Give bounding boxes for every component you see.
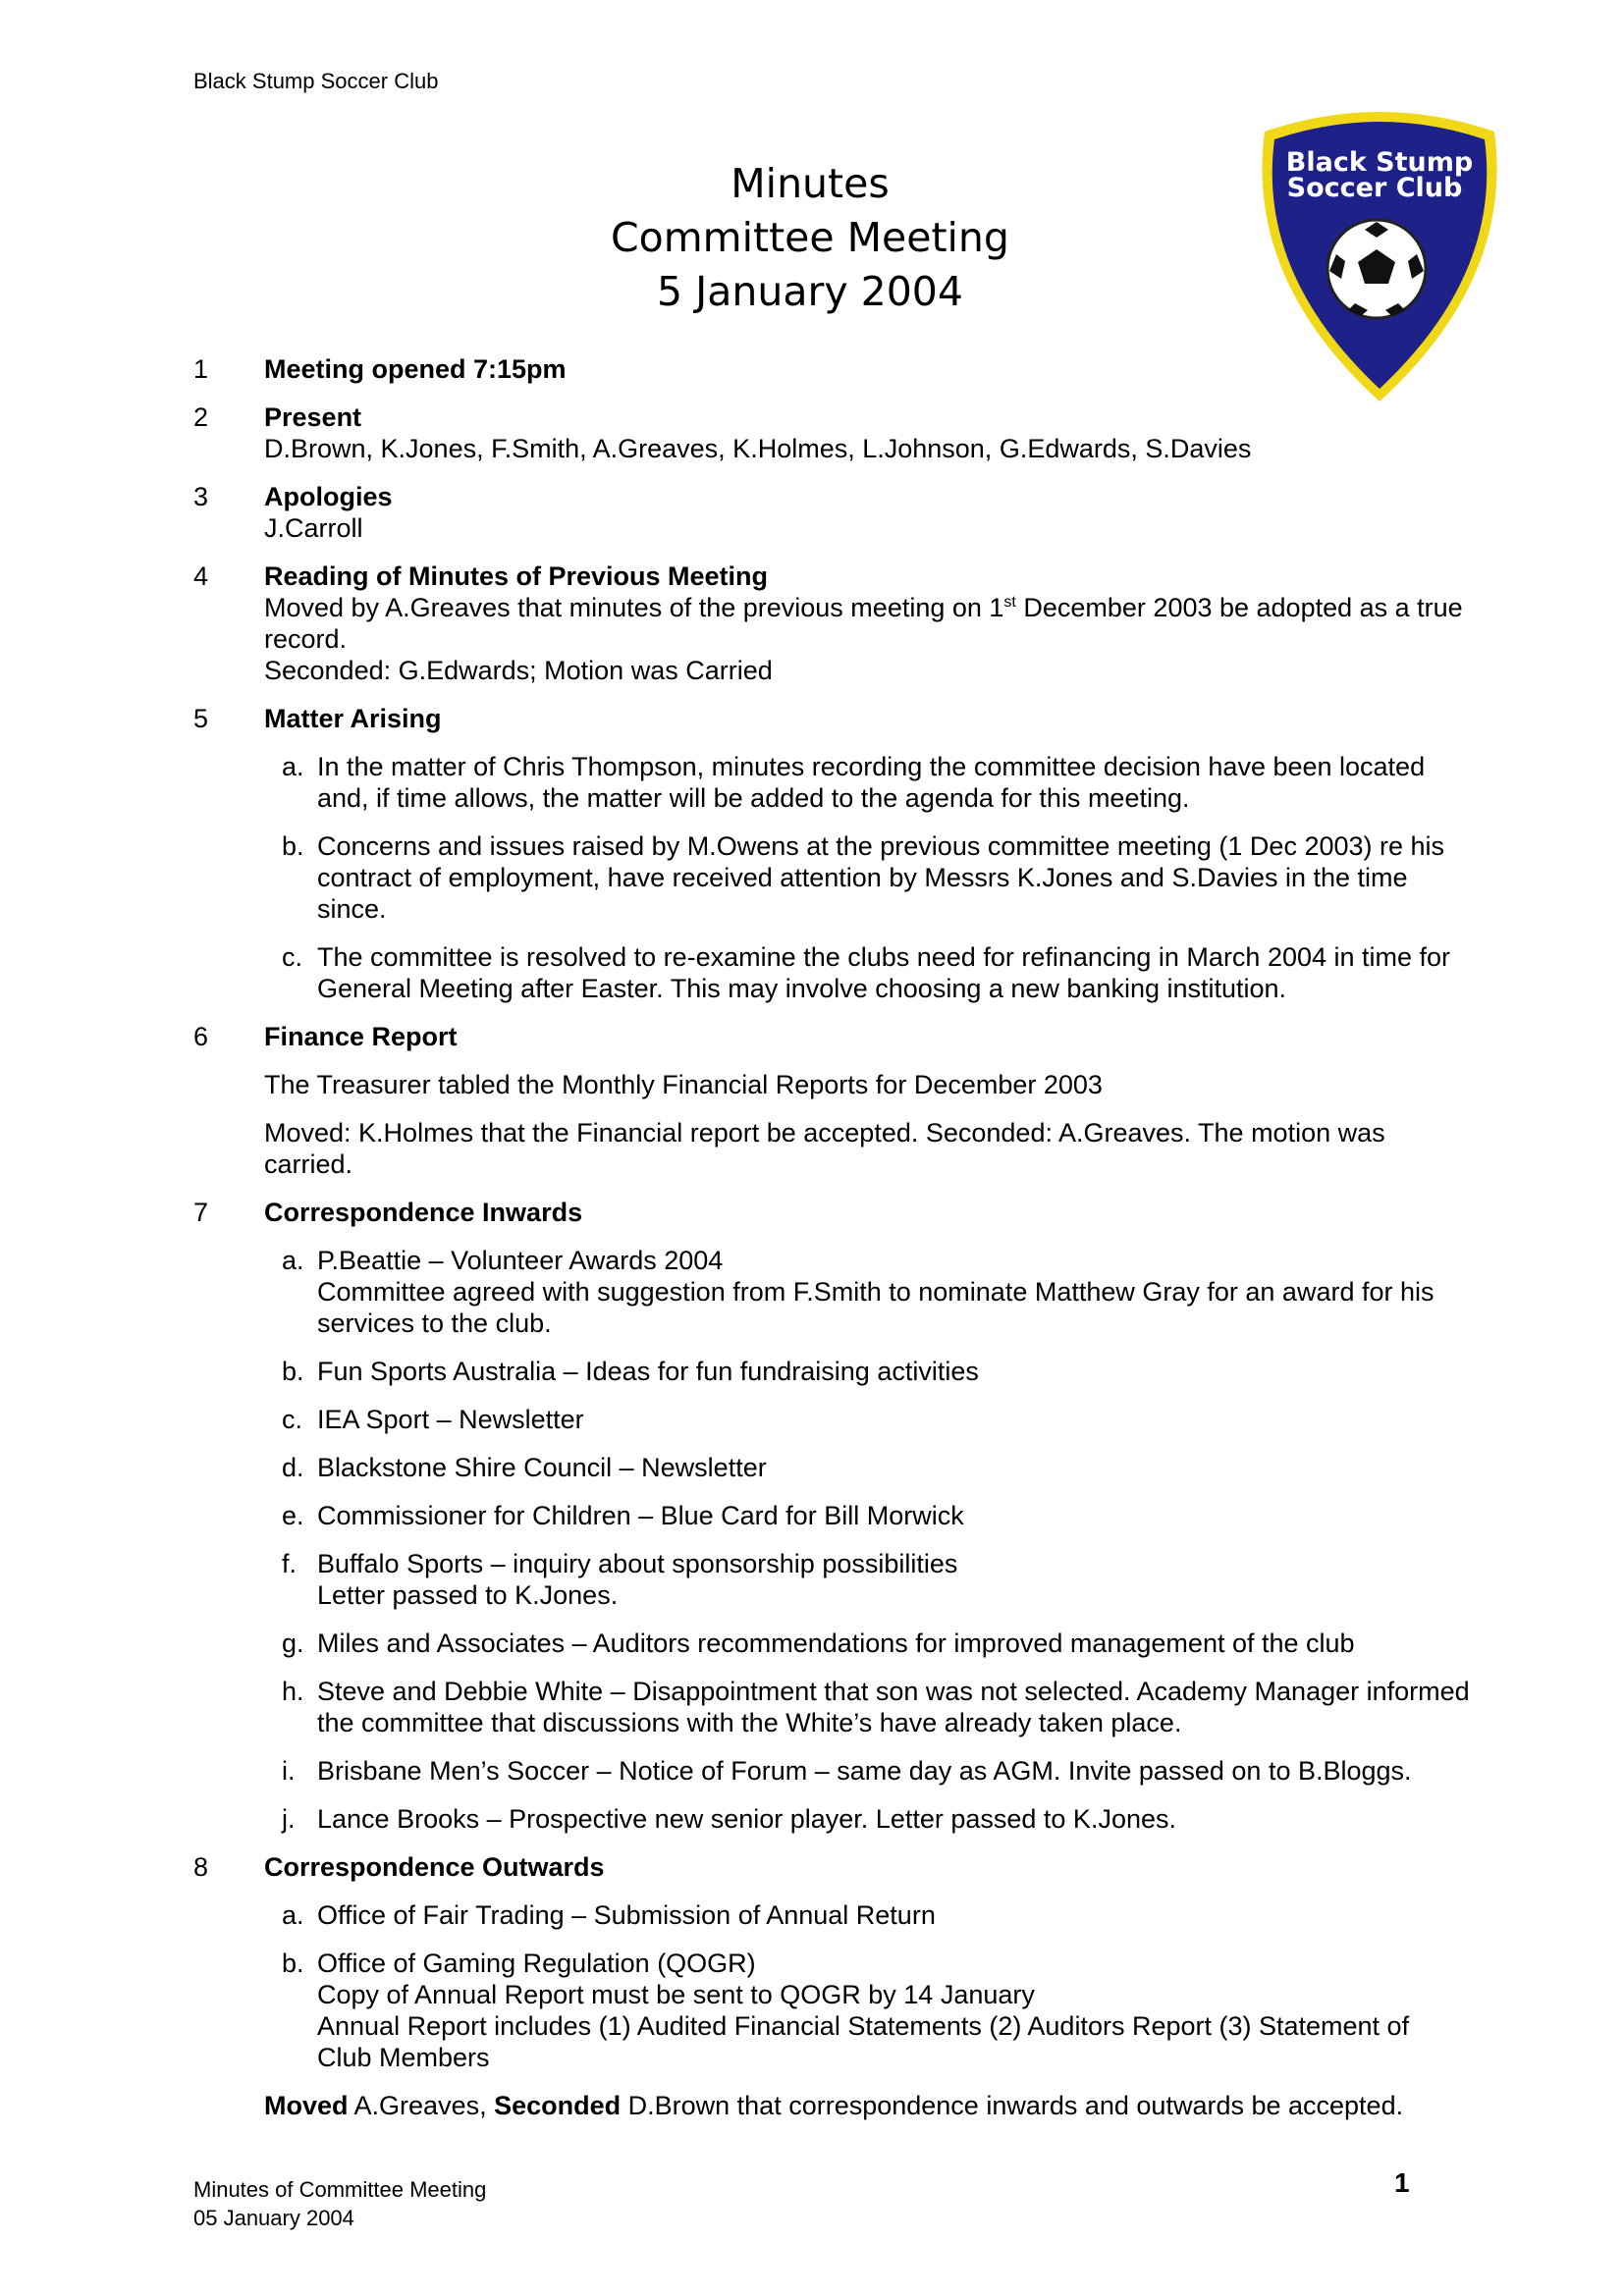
item-number: 8	[193, 1852, 209, 1882]
sub-item	[264, 1948, 1470, 2073]
finance-paragraph-1: The Treasurer tabled the Monthly Financial Reports for December 2003	[264, 1070, 1103, 1099]
sub-line: Copy of Annual Report must be sent to QOGR by 14 January	[317, 1980, 1035, 2009]
agenda-item-4	[193, 561, 1470, 686]
sub-line: Steve and Debbie White – Disappointment that son was not selected. Academy Manager informed the committee that discussions with the White’s have already taken place.	[317, 1677, 1470, 1737]
footer-title: Minutes of Committee Meeting	[193, 2177, 487, 2202]
sub-item	[264, 941, 1470, 1004]
sub-letter: j.	[282, 1804, 296, 1834]
item-number: 4	[193, 561, 209, 591]
sub-item	[264, 1404, 1470, 1435]
sub-item	[264, 1500, 1470, 1531]
finance-paragraph-2: Moved: K.Holmes that the Financial report be accepted. Seconded: A.Greaves. The motion was carried.	[264, 1118, 1385, 1179]
title-line-2: Committee Meeting	[611, 214, 1009, 261]
sub-item	[264, 751, 1470, 814]
document-title	[550, 157, 1070, 319]
sub-list	[264, 751, 1470, 1004]
agenda-item-7	[193, 1197, 1470, 1835]
sub-list	[264, 1245, 1470, 1835]
logo-text-1: Black Stump	[1285, 147, 1474, 178]
sub-letter: g.	[282, 1629, 304, 1658]
page-number: 1	[1394, 2167, 1410, 2198]
apologies-list: J.Carroll	[264, 513, 363, 543]
sub-item	[264, 1676, 1470, 1738]
item-number: 5	[193, 704, 209, 733]
moved-label: Moved	[264, 2091, 349, 2120]
item-number: 1	[193, 354, 209, 384]
soccer-ball-icon	[1327, 220, 1426, 318]
item-heading: Correspondence Outwards	[264, 1852, 605, 1882]
correspondence-motion	[264, 2090, 1470, 2121]
item-heading: Reading of Minutes of Previous Meeting	[264, 561, 769, 591]
agenda-item-3	[193, 481, 1470, 544]
sub-letter: d.	[282, 1453, 304, 1482]
sub-item	[264, 1245, 1470, 1339]
sub-letter: b.	[282, 831, 304, 861]
sub-line: Commissioner for Children – Blue Card for Bill Morwick	[317, 1501, 964, 1530]
sub-item	[264, 830, 1470, 925]
running-header: Black Stump Soccer Club	[193, 69, 439, 93]
page-footer	[193, 2175, 486, 2232]
sub-line: Office of Fair Trading – Submission of Annual Return	[317, 1900, 936, 1930]
seconded-label: Seconded	[494, 2091, 622, 2120]
sub-text: In the matter of Chris Thompson, minutes recording the committee decision have been located and, if time allows, the matter will be added to the agenda for this meeting.	[317, 752, 1426, 813]
motion-text-a: Moved by A.Greaves that minutes of the previous meeting on 1	[264, 593, 1004, 622]
seconded-text: Seconded: G.Edwards; Motion was Carried	[264, 656, 773, 685]
item-number: 2	[193, 402, 209, 432]
moved-text: A.Greaves,	[348, 2091, 495, 2120]
sub-line: Letter passed to K.Jones.	[317, 1580, 619, 1610]
title-line-1: Minutes	[731, 160, 890, 207]
logo-text-2: Soccer Club	[1286, 173, 1463, 203]
agenda-item-5	[193, 703, 1470, 1004]
agenda-item-2	[193, 401, 1470, 464]
item-heading: Present	[264, 402, 362, 432]
sub-item	[264, 1628, 1470, 1659]
sub-letter: f.	[282, 1549, 298, 1578]
sub-letter: b.	[282, 1357, 304, 1386]
sub-letter: c.	[282, 1405, 303, 1434]
title-line-3: 5 January 2004	[657, 268, 963, 315]
item-number: 7	[193, 1198, 209, 1227]
sub-line: Lance Brooks – Prospective new senior player. Letter passed to K.Jones.	[317, 1804, 1176, 1834]
motion-text	[264, 592, 1470, 655]
item-heading: Correspondence Inwards	[264, 1198, 583, 1227]
sub-letter: c.	[282, 942, 303, 972]
sub-letter: a.	[282, 1900, 304, 1930]
attendees-list: D.Brown, K.Jones, F.Smith, A.Greaves, K.Holmes, L.Johnson, G.Edwards, S.Davies	[264, 434, 1252, 463]
agenda-item-8	[193, 1851, 1470, 2121]
agenda-item-1	[193, 353, 1470, 385]
minutes-body	[193, 353, 1470, 2138]
sub-item	[264, 1548, 1470, 1611]
item-number: 6	[193, 1022, 209, 1051]
footer-date: 05 January 2004	[193, 2206, 354, 2230]
sub-line: IEA Sport – Newsletter	[317, 1405, 584, 1434]
agenda-item-6	[193, 1021, 1470, 1180]
item-heading: Apologies	[264, 482, 393, 511]
sub-letter: b.	[282, 1949, 304, 1978]
item-number: 3	[193, 482, 209, 511]
sub-text: Concerns and issues raised by M.Owens at the previous committee meeting (1 Dec 2003) re his contract of employment, have received attention by Messrs K.Jones and S.Davies in the time since.	[317, 831, 1445, 924]
sub-item	[264, 1899, 1470, 1931]
item-heading: Matter Arising	[264, 704, 442, 733]
sub-text: The committee is resolved to re-examine the clubs need for refinancing in March 2004 in time for General Meeting after Easter. This may involve choosing a new banking institution.	[317, 942, 1451, 1003]
sub-letter: e.	[282, 1501, 304, 1530]
motion-text-b: December 2003 be adopted as a true record.	[264, 593, 1463, 654]
sub-item	[264, 1755, 1470, 1787]
sub-item	[264, 1803, 1470, 1835]
seconded-text: D.Brown that correspondence inwards and outwards be accepted.	[621, 2091, 1404, 2120]
sub-letter: i.	[282, 1756, 296, 1786]
item-heading: Meeting opened 7:15pm	[264, 354, 567, 384]
sub-letter: a.	[282, 1246, 304, 1275]
sub-line: Annual Report includes (1) Audited Financial Statements (2) Auditors Report (3) Statement of Club Members	[317, 2011, 1410, 2072]
ordinal-suffix: st	[1003, 594, 1016, 611]
sub-line: Committee agreed with suggestion from F.Smith to nominate Matthew Gray for an award for his services to the club.	[317, 1277, 1435, 1338]
sub-item	[264, 1452, 1470, 1483]
sub-letter: h.	[282, 1677, 304, 1706]
sub-line: Fun Sports Australia – Ideas for fun fundraising activities	[317, 1357, 979, 1386]
sub-line: Miles and Associates – Auditors recommendations for improved management of the club	[317, 1629, 1355, 1658]
sub-letter: a.	[282, 752, 304, 781]
sub-line: Brisbane Men’s Soccer – Notice of Forum – same day as AGM. Invite passed on to B.Bloggs.	[317, 1756, 1412, 1786]
sub-line: Buffalo Sports – inquiry about sponsorship possibilities	[317, 1549, 958, 1578]
sub-line: P.Beattie – Volunteer Awards 2004	[317, 1246, 724, 1275]
sub-line: Blackstone Shire Council – Newsletter	[317, 1453, 767, 1482]
item-heading: Finance Report	[264, 1022, 458, 1051]
sub-item	[264, 1356, 1470, 1387]
sub-line: Office of Gaming Regulation (QOGR)	[317, 1949, 756, 1978]
sub-list	[264, 1899, 1470, 2073]
